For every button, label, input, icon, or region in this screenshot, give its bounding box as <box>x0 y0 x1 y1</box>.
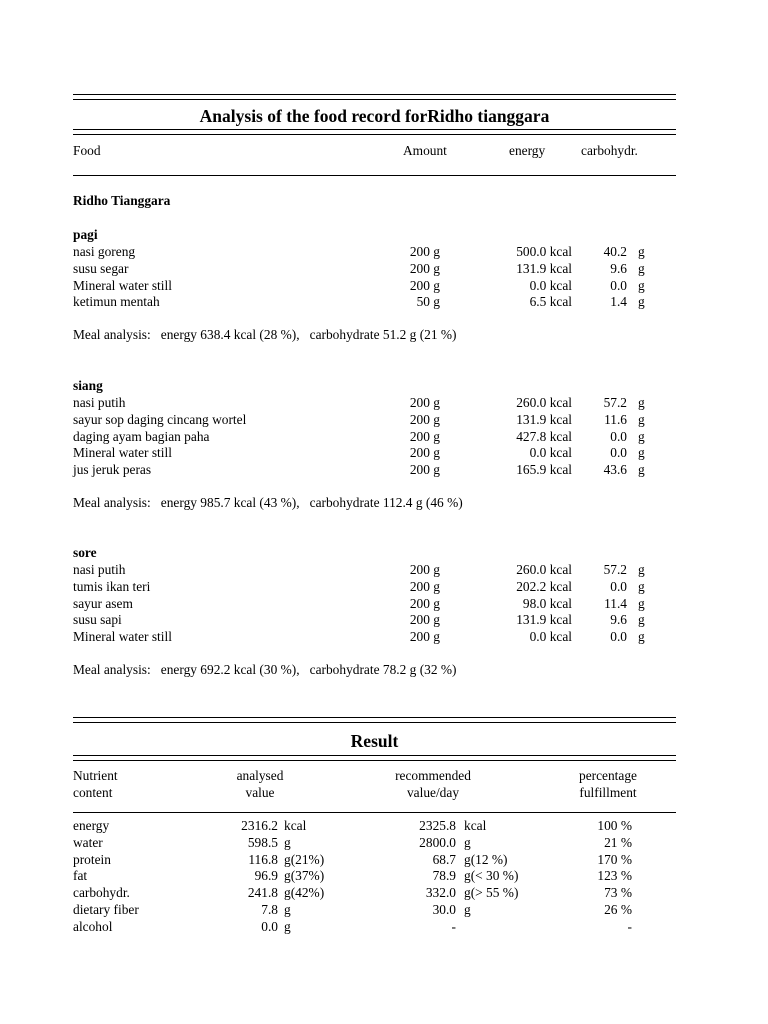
analysed-unit: g <box>284 918 291 934</box>
page-title: Analysis of the food record forRidho tianggara <box>199 106 550 126</box>
recommended-unit: g <box>464 902 471 917</box>
double-rule-result <box>73 755 676 761</box>
analysed-value: 96.9 <box>254 868 278 884</box>
food-carb-unit: g <box>638 445 645 461</box>
food-carb-unit: g <box>638 395 645 410</box>
food-name: daging ayam bagian paha <box>73 428 210 444</box>
food-carb: 57.2 <box>603 395 627 410</box>
analysed-value: 0.0 <box>261 918 278 934</box>
double-rule-result-top <box>73 717 676 723</box>
header-underline <box>73 175 676 176</box>
food-carb-unit: g <box>638 595 645 611</box>
food-amount: 200 g <box>409 595 440 611</box>
food-name: Mineral water still <box>73 629 172 645</box>
food-carb-unit: g <box>638 462 645 478</box>
col-header-carb: carbohydr. <box>581 143 638 158</box>
food-name: nasi putih <box>73 562 126 577</box>
food-name: sayur asem <box>73 595 133 611</box>
analysed-unit: g(21%) <box>284 851 325 867</box>
food-carb-unit: g <box>638 612 645 628</box>
food-energy: 6.5 kcal <box>529 294 572 310</box>
percentage-fulfillment: 73 % <box>604 885 632 901</box>
food-energy: 131.9 kcal <box>516 260 572 276</box>
food-amount: 200 g <box>409 629 440 645</box>
recommended-value: 68.7 <box>432 851 456 867</box>
percentage-fulfillment: 100 % <box>597 818 632 833</box>
recommended-value: 2800.0 <box>419 834 456 850</box>
food-amount: 200 g <box>409 244 440 259</box>
col-header-energy: energy <box>509 143 546 158</box>
meal-title: sore <box>73 545 97 560</box>
analysed-unit: kcal <box>284 818 307 833</box>
food-name: susu sapi <box>73 612 122 628</box>
recommended-value: 332.0 <box>425 885 456 901</box>
food-carb: 40.2 <box>603 244 627 259</box>
nutrient-name: carbohydr. <box>73 885 130 901</box>
food-energy: 131.9 kcal <box>516 411 572 427</box>
col-header-food: Food <box>73 143 101 158</box>
result-header-nutrient-1: Nutrient <box>73 768 118 783</box>
food-name: tumis ikan teri <box>73 578 151 594</box>
meal-analysis: Meal analysis: energy 985.7 kcal (43 %), carbohydrate 112.4 g (46 %) <box>73 495 463 510</box>
food-carb: 0.0 <box>610 428 627 444</box>
nutrient-name: alcohol <box>73 918 113 934</box>
food-carb: 11.4 <box>604 595 627 611</box>
food-name: nasi putih <box>73 395 126 410</box>
result-header-underline <box>73 812 676 813</box>
recommended-value: - <box>451 918 456 934</box>
analysed-unit: g <box>284 902 291 917</box>
result-title: Result <box>350 731 399 751</box>
col-header-amount: Amount <box>403 143 447 158</box>
nutrient-name: fat <box>73 868 88 884</box>
food-energy: 0.0 kcal <box>529 445 572 461</box>
food-energy: 131.9 kcal <box>516 612 572 628</box>
double-rule-top <box>73 94 676 100</box>
recommended-unit: kcal <box>464 818 487 833</box>
food-carb: 0.0 <box>610 578 627 594</box>
double-rule <box>73 129 676 135</box>
food-amount: 200 g <box>409 562 440 577</box>
food-amount: 200 g <box>409 277 440 293</box>
food-amount: 200 g <box>409 445 440 461</box>
food-amount: 200 g <box>409 395 440 410</box>
food-energy: 0.0 kcal <box>529 277 572 293</box>
result-header-recommended-2: value/day <box>406 785 460 800</box>
food-carb-unit: g <box>638 629 645 645</box>
result-header-recommended-1: recommended <box>395 768 471 783</box>
meal-title: pagi <box>73 227 98 242</box>
recommended-unit: g <box>464 834 471 850</box>
food-name: Mineral water still <box>73 445 172 461</box>
nutrient-name: energy <box>73 818 110 833</box>
percentage-fulfillment: 26 % <box>604 902 632 917</box>
food-energy: 427.8 kcal <box>516 428 572 444</box>
food-carb-unit: g <box>638 260 645 276</box>
food-energy: 202.2 kcal <box>516 578 572 594</box>
percentage-fulfillment: - <box>627 918 632 934</box>
nutrient-name: water <box>73 834 103 850</box>
food-carb-unit: g <box>638 562 645 577</box>
food-energy: 260.0 kcal <box>516 562 572 577</box>
percentage-fulfillment: 21 % <box>604 834 632 850</box>
analysed-unit: g <box>284 834 291 850</box>
food-carb: 0.0 <box>610 445 627 461</box>
food-energy: 260.0 kcal <box>516 395 572 410</box>
recommended-value: 2325.8 <box>419 818 456 833</box>
food-name: nasi goreng <box>73 244 136 259</box>
food-carb-unit: g <box>638 578 645 594</box>
analysed-unit: g(42%) <box>284 885 325 901</box>
food-carb-unit: g <box>638 411 645 427</box>
food-carb: 0.0 <box>610 277 627 293</box>
result-header-percentage-1: percentage <box>579 768 637 783</box>
food-name: ketimun mentah <box>73 294 160 310</box>
food-amount: 200 g <box>409 260 440 276</box>
food-carb: 9.6 <box>610 260 627 276</box>
recommended-value: 78.9 <box>432 868 456 884</box>
analysed-value: 598.5 <box>247 834 278 850</box>
meal-analysis: Meal analysis: energy 692.2 kcal (30 %), carbohydrate 78.2 g (32 %) <box>73 662 457 677</box>
person-name: Ridho Tianggara <box>73 193 171 208</box>
food-name: sayur sop daging cincang wortel <box>73 411 247 427</box>
result-header-percentage-2: fulfillment <box>579 785 637 800</box>
nutrient-name: protein <box>73 851 111 867</box>
food-carb: 1.4 <box>610 294 627 310</box>
recommended-unit: g(< 30 %) <box>464 868 519 884</box>
food-energy: 500.0 kcal <box>516 244 572 259</box>
food-energy: 0.0 kcal <box>529 629 572 645</box>
food-carb-unit: g <box>638 244 645 259</box>
analysed-unit: g(37%) <box>284 868 325 884</box>
percentage-fulfillment: 123 % <box>597 868 632 884</box>
result-header-analysed-1: analysed <box>236 768 284 783</box>
food-carb-unit: g <box>638 294 645 310</box>
result-header-analysed-2: value <box>245 785 275 800</box>
recommended-value: 30.0 <box>432 902 456 917</box>
food-amount: 200 g <box>409 462 440 478</box>
meal-title: siang <box>73 378 103 393</box>
food-carb-unit: g <box>638 277 645 293</box>
food-carb: 57.2 <box>603 562 627 577</box>
food-name: susu segar <box>73 260 129 276</box>
food-carb: 0.0 <box>610 629 627 645</box>
recommended-unit: g(> 55 %) <box>464 885 519 901</box>
analysed-value: 7.8 <box>261 902 278 917</box>
nutrient-name: dietary fiber <box>73 902 139 917</box>
recommended-unit: g(12 %) <box>464 851 508 867</box>
food-name: Mineral water still <box>73 277 172 293</box>
food-carb: 9.6 <box>610 612 627 628</box>
food-energy: 98.0 kcal <box>522 595 572 611</box>
percentage-fulfillment: 170 % <box>597 851 632 867</box>
food-amount: 50 g <box>416 294 440 310</box>
food-carb-unit: g <box>638 428 645 444</box>
result-header-nutrient-2: content <box>73 785 113 800</box>
food-amount: 200 g <box>409 411 440 427</box>
food-carb: 43.6 <box>603 462 627 478</box>
analysed-value: 116.8 <box>248 851 278 867</box>
food-amount: 200 g <box>409 428 440 444</box>
food-energy: 165.9 kcal <box>516 462 572 478</box>
food-name: jus jeruk peras <box>73 462 152 478</box>
analysed-value: 2316.2 <box>241 818 278 833</box>
meal-analysis: Meal analysis: energy 638.4 kcal (28 %), carbohydrate 51.2 g (21 %) <box>73 327 457 343</box>
food-amount: 200 g <box>409 578 440 594</box>
food-carb: 11.6 <box>604 411 627 427</box>
food-amount: 200 g <box>409 612 440 628</box>
analysed-value: 241.8 <box>247 885 278 901</box>
